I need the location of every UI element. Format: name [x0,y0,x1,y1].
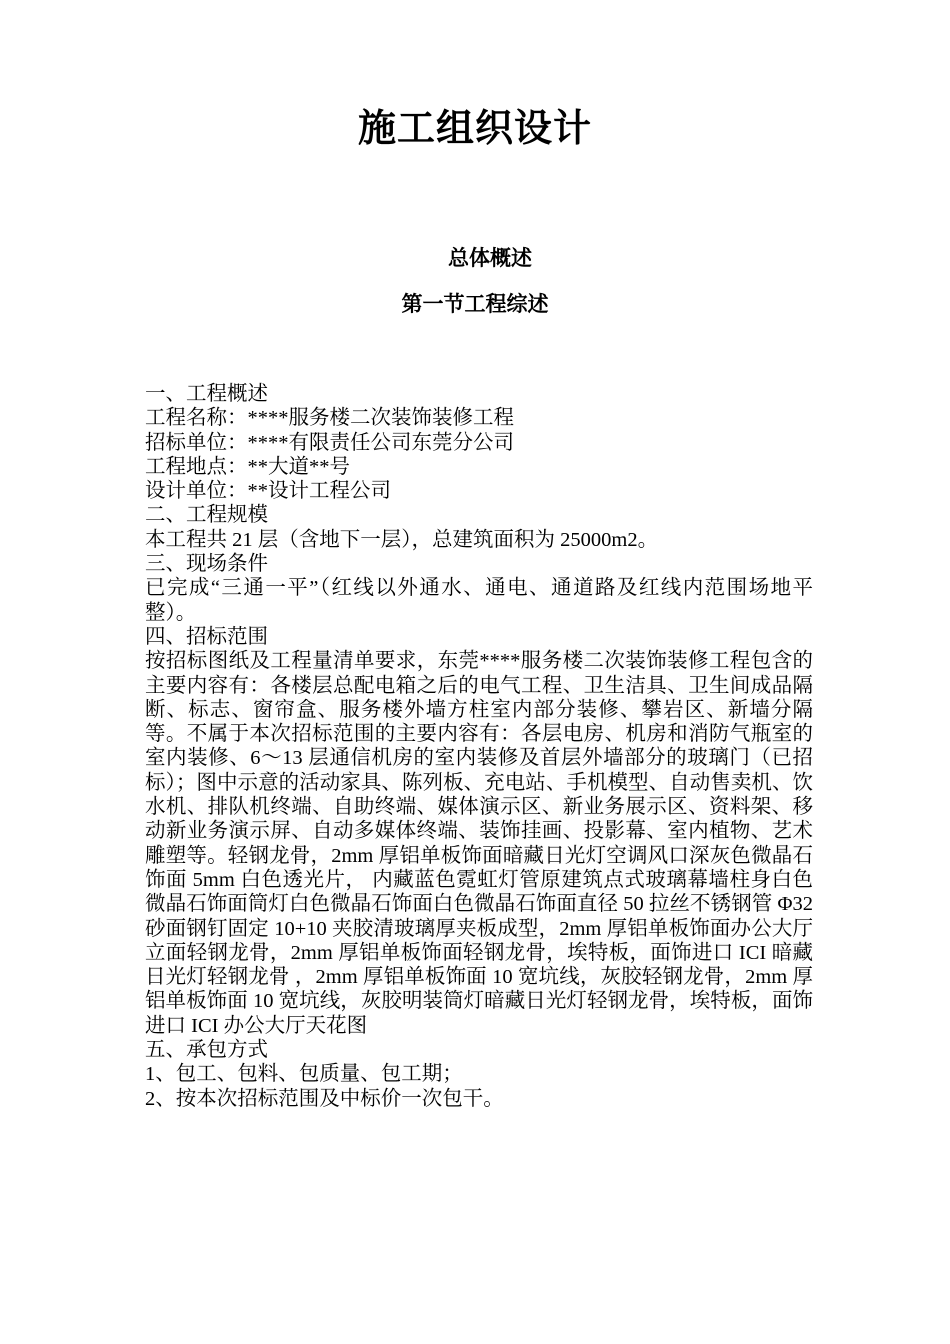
contract-item-2: 2、按本次招标范围及中标价一次包干。 [145,1087,504,1110]
chapter-title: 总体概述 [448,245,532,270]
site-conditions-paragraph: 已完成“三通一平”（红线以外通水、通电、通道路及红线内范围场地平整）。 [145,577,813,624]
project-name-line: 工程名称：****服务楼二次装饰装修工程 [145,407,514,430]
project-location-line: 工程地点：**大道**号 [145,455,350,478]
heading-project-scale: 二、工程规模 [145,504,268,527]
section-title: 第一节工程综述 [401,291,549,316]
project-scale-paragraph: 本工程共 21 层（含地下一层），总建筑面积为 25000m2。 [145,528,659,551]
heading-tender-scope: 四、招标范围 [145,625,268,648]
document-body [145,382,813,1111]
tender-scope-paragraph: 按招标图纸及工程量清单要求，东莞****服务楼二次装饰装修工程包含的主要内容有：各楼层总配电箱之后的电气工程、卫生洁具、卫生间成品隔断、标志、窗帘盒、服务楼外墙方柱室内部分装修、攀岩区、新墙分隔等。不属于本次招标范围的主要内容有：各层电房、机房和消防气瓶室的室内装修、6～13 层通信机房的室内装修及首层外墙部分的玻璃门（已招标）；图中示意的活动家具、陈列板、充电站、手机模型、自动售卖机、饮水机、排队机终端、自助终端、媒体演示区、新业务展示区、资料架、移动新业务演示屏、自动多媒体终端、装饰挂画、投影幕、室内植物、艺术雕塑等。轻钢龙骨，2mm 厚铝单板饰面暗藏日光灯空调风口深灰色微晶石饰面 5mm 白色透光片， 内藏蓝色霓虹灯管原建筑点式玻璃幕墙柱身白色微晶石饰面筒灯白色微晶石饰面白色微晶石饰面直径 50 拉丝不锈钢管 Φ32 砂面钢钉固定 10+10 夹胶清玻璃厚夹板成型，2mm 厚铝单板饰面办公大厅立面轻钢龙骨，2mm 厚铝单板饰面轻钢龙骨，埃特板，面饰进口 ICI 暗藏日光灯轻钢龙骨 ，2mm 厚铝单板饰面 10 宽坑线，灰胶轻钢龙骨，2mm 厚铝单板饰面 10 宽坑线，灰胶明装筒灯暗藏日光灯轻钢龙骨，埃特板，面饰进口 ICI 办公大厅天花图 [145,650,813,1037]
design-unit-line: 设计单位：**设计工程公司 [145,480,391,503]
heading-site-conditions: 三、现场条件 [145,553,268,576]
document-title: 施工组织设计 [357,105,592,150]
heading-project-overview: 一、工程概述 [145,383,268,405]
heading-contract-method: 五、承包方式 [145,1039,268,1062]
tender-unit-line: 招标单位：****有限责任公司东莞分公司 [145,431,514,454]
contract-item-1: 1、包工、包料、包质量、包工期； [145,1063,463,1086]
